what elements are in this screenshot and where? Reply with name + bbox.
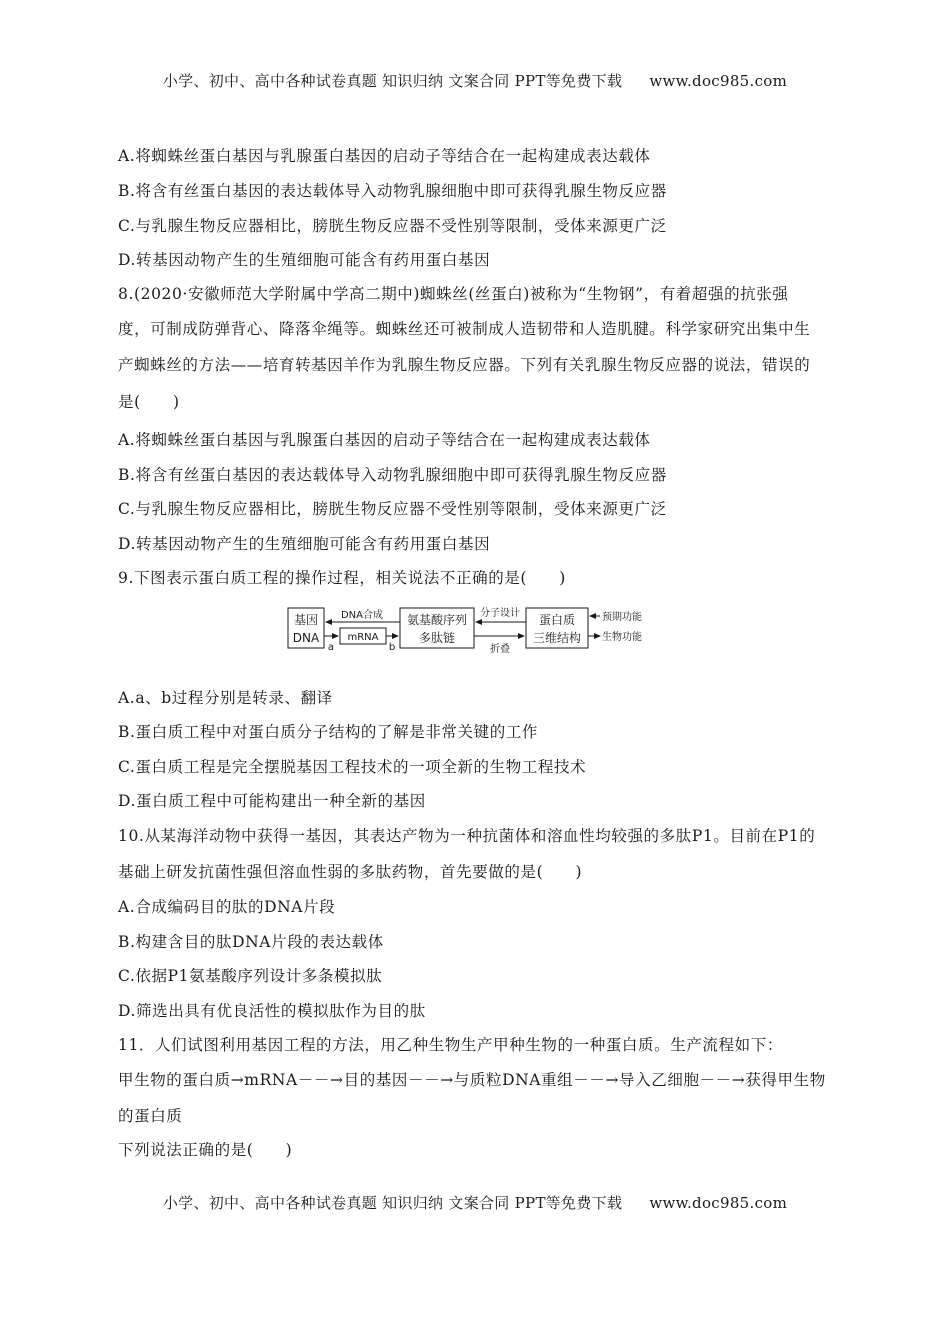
page-footer <box>0 1192 950 1213</box>
q10-option-c: C.依据P1氨基酸序列设计多条模拟肽 <box>118 967 383 985</box>
label-expected-function: 预期功能 <box>602 612 642 623</box>
q8-option-a: A.将蜘蛛丝蛋白基因与乳腺蛋白基因的启动子等结合在一起构建成表达载体 <box>118 431 651 449</box>
q9-option-b: B.蛋白质工程中对蛋白质分子结构的了解是非常关键的工作 <box>118 723 539 741</box>
top-option-c: C.与乳腺生物反应器相比，膀胱生物反应器不受性别等限制，受体来源更广泛 <box>118 217 667 235</box>
label-dna-synthesis: DNA合成 <box>340 610 384 621</box>
header-text: 小学、初中、高中各种试卷真题 知识归纳 文案合同 PPT等免费下载 <box>162 72 623 90</box>
box-protein-label: 蛋白质 <box>538 613 576 627</box>
footer-url[interactable]: www.doc985.com <box>649 1194 788 1212</box>
box-3d-structure-label: 三维结构 <box>532 631 582 645</box>
q10-option-b: B.构建含目的肽DNA片段的表达载体 <box>118 933 384 951</box>
q11-stem-line-1: 11．人们试图利用基因工程的方法，用乙种生物生产甲种生物的一种蛋白质。生产流程如下： <box>118 1036 783 1054</box>
box-amino-acid-label: 氨基酸序列 <box>406 613 468 627</box>
q10-stem-line-1: 10.从某海洋动物中获得一基因，其表达产物为一种抗菌体和溶血性均较强的多肽P1。目前在P1的 <box>118 827 816 845</box>
top-option-b: B.将含有丝蛋白基因的表达载体导入动物乳腺细胞中即可获得乳腺生物反应器 <box>118 182 667 200</box>
top-option-d: D.转基因动物产生的生殖细胞可能含有药用蛋白基因 <box>118 251 491 269</box>
box-polypeptide-label: 多肽链 <box>418 631 456 645</box>
header-url[interactable]: www.doc985.com <box>649 72 788 90</box>
box-gene-label: 基因 <box>293 613 319 627</box>
q10-option-a: A.合成编码目的肽的DNA片段 <box>118 898 336 916</box>
label-a: a <box>327 642 335 653</box>
q8-stem-line-1: 8.(2020·安徽师范大学附属中学高二期中)蜘蛛丝(丝蛋白)被称为“生物钢”，有着超强的抗张强 <box>118 285 789 303</box>
box-mrna-label: mRNA <box>347 632 379 643</box>
q9-option-c: C.蛋白质工程是完全摆脱基因工程技术的一项全新的生物工程技术 <box>118 758 587 776</box>
q8-option-c: C.与乳腺生物反应器相比，膀胱生物反应器不受性别等限制，受体来源更广泛 <box>118 500 667 518</box>
protein-engineering-diagram <box>286 602 660 658</box>
q10-option-d: D.筛选出具有优良活性的模拟肽作为目的肽 <box>118 1002 426 1020</box>
top-option-a: A.将蜘蛛丝蛋白基因与乳腺蛋白基因的启动子等结合在一起构建成表达载体 <box>118 147 651 165</box>
q9-stem: 9.下图表示蛋白质工程的操作过程，相关说法不正确的是( ) <box>118 569 566 587</box>
label-folding: 折叠 <box>490 644 510 655</box>
q11-flow-line: 甲生物的蛋白质→mRNA－－→目的基因－－→与质粒DNA重组－－→导入乙细胞－－→获得甲生物 <box>118 1071 826 1089</box>
q11-flow-line-2: 的蛋白质 <box>118 1107 183 1125</box>
q8-stem-line-3: 产蜘蛛丝的方法——培育转基因羊作为乳腺生物反应器。下列有关乳腺生物反应器的说法，错误的 <box>118 356 811 374</box>
q9-option-d: D.蛋白质工程中可能构建出一种全新的基因 <box>118 792 426 810</box>
page-header <box>0 70 950 91</box>
q8-option-b: B.将含有丝蛋白基因的表达载体导入动物乳腺细胞中即可获得乳腺生物反应器 <box>118 466 667 484</box>
footer-text: 小学、初中、高中各种试卷真题 知识归纳 文案合同 PPT等免费下载 <box>162 1194 623 1212</box>
box-dna-label: DNA <box>292 631 320 645</box>
q9-option-a: A.a、b过程分别是转录、翻译 <box>118 689 333 707</box>
q8-stem-line-2: 度，可制成防弹背心、降落伞绳等。蜘蛛丝还可被制成人造韧带和人造肌腱。科学家研究出集中生 <box>118 320 811 338</box>
q8-stem-line-4: 是( ) <box>118 393 180 411</box>
label-biological-function: 生物功能 <box>602 632 642 643</box>
q8-option-d: D.转基因动物产生的生殖细胞可能含有药用蛋白基因 <box>118 535 491 553</box>
label-b: b <box>388 642 396 653</box>
label-molecular-design: 分子设计 <box>480 608 520 619</box>
q10-stem-line-2: 基础上研发抗菌性强但溶血性弱的多肽药物，首先要做的是( ) <box>118 863 583 881</box>
q11-question: 下列说法正确的是( ) <box>118 1141 293 1159</box>
